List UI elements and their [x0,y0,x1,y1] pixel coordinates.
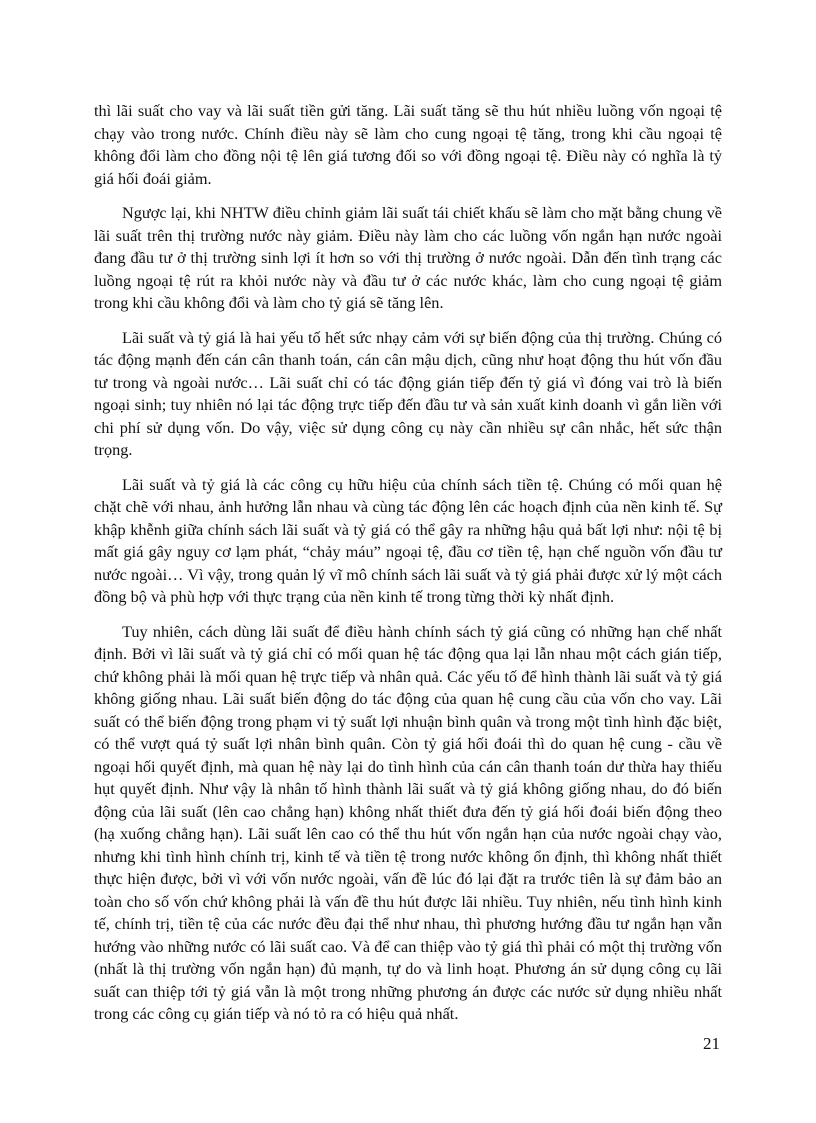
document-page [94,100,722,1038]
paragraph-3: Lãi suất và tỷ giá là hai yếu tố hết sức nhạy cảm với sự biến động của thị trường. Chúng có tác động mạnh đến cán cân thanh toán, cán cân mậu dịch, cũng như hoạt động thu hút vốn đầu tư trong và ngoài nước… Lãi suất chỉ có tác động gián tiếp đến tỷ giá vì đóng vai trò là biến ngoại sinh; tuy nhiên nó lại tác động trực tiếp đến đầu tư và sản xuất kinh doanh vì gắn liền với chi phí sử dụng vốn. Do vậy, việc sử dụng công cụ này cần nhiều sự cân nhắc, hết sức thận trọng. [94,327,722,459]
paragraph-2: Ngược lại, khi NHTW điều chỉnh giảm lãi suất tái chiết khấu sẽ làm cho mặt bằng chung về lãi suất trên thị trường nước này giảm. Điều này làm cho các luồng vốn ngắn hạn nước ngoài đang đầu tư ở thị trường sinh lợi ít hơn so với thị trường ở nước ngoài. Dẫn đến tình trạng các luồng ngoại tệ rút ra khỏi nước này và đầu tư ở các nước khác, làm cho cung ngoại tệ giảm trong khi cầu không đổi và làm cho tỷ giá sẽ tăng lên. [94,203,722,312]
paragraph-4: Lãi suất và tỷ giá là các công cụ hữu hiệu của chính sách tiền tệ. Chúng có mối quan hệ chặt chẽ với nhau, ảnh hưởng lẫn nhau và cùng tác động lên các hoạch định của nền kinh tế. Sự khập khễnh giữa chính sách lãi suất và tỷ giá có thể gây ra những hậu quả bất lợi như: nội tệ bị mất giá gây nguy cơ lạm phát, “chảy máu” ngoại tệ, đầu cơ tiền tệ, hạn chế nguồn vốn đầu tư nước ngoài… Vì vậy, trong quản lý vĩ mô chính sách lãi suất và tỷ giá phải được xử lý một cách đồng bộ và phù hợp với thực trạng của nền kinh tế trong từng thời kỳ nhất định. [94,474,722,606]
paragraph-5: Tuy nhiên, cách dùng lãi suất để điều hành chính sách tỷ giá cũng có những hạn chế nhất định. Bởi vì lãi suất và tỷ giá chỉ có mối quan hệ tác động qua lại lẫn nhau một cách gián tiếp, chứ không phải là mối quan hệ trực tiếp và nhân quả. Các yếu tố để hình thành lãi suất và tỷ giá không giống nhau. Lãi suất biến động do tác động của quan hệ cung cầu của vốn cho vay. Lãi suất có thể biến động trong phạm vi tỷ suất lợi nhuận bình quân và trong một tình hình đặc biệt, có thể vượt quá tỷ suất lợi nhân bình quân. Còn tỷ giá hối đoái thì do quan hệ cung - cầu về ngoại hối quyết định, mà quan hệ này lại do tình hình của cán cân thanh toán dư thừa hay thiếu hụt quyết định. Như vậy là nhân tố hình thành lãi suất và tỷ giá không giống nhau, do đó biến động của lãi suất (lên cao chẳng hạn) không nhất thiết đưa đến tỷ giá hối đoái biến động theo (hạ xuống chẳng hạn). Lãi suất lên cao có thể thu hút vốn ngắn hạn của nước ngoài chạy vào, nhưng khi tình hình chính trị, kinh tế và tiền tệ trong nước không ổn định, thì không nhất thiết thực hiện được, bởi vì với vốn nước ngoài, vấn đề lúc đó lại đặt ra trước tiên là sự đảm bảo an toàn cho số vốn chứ không phải là vấn đề thu hút được lãi nhiều. Tuy nhiên, nếu tình hình kinh tế, chính trị, tiền tệ của các nước đều đại thể như nhau, thì phương hướng đầu tư ngắn hạn vẫn hướng vào những nước có lãi suất cao. Và để can thiệp vào tỷ giá thì phải có một thị trường vốn (nhất là thị trường vốn ngắn hạn) đủ mạnh, tự do và linh hoạt. Phương án sử dụng công cụ lãi suất can thiệp tới tỷ giá vẫn là một trong những phương án được các nước sử dụng nhiều nhất trong các công cụ gián tiếp và nó tỏ ra có hiệu quả nhất. [94,621,722,1023]
page-number: 21 [703,1034,720,1053]
paragraph-1: thì lãi suất cho vay và lãi suất tiền gửi tăng. Lãi suất tăng sẽ thu hút nhiều luồng vốn ngoại tệ chạy vào trong nước. Chính điều này sẽ làm cho cung ngoại tệ tăng, trong khi cầu ngoại tệ không đổi làm cho đồng nội tệ lên giá tương đối so với đồng ngoại tệ. Điều này có nghĩa là tỷ giá hối đoái giảm. [94,101,722,188]
